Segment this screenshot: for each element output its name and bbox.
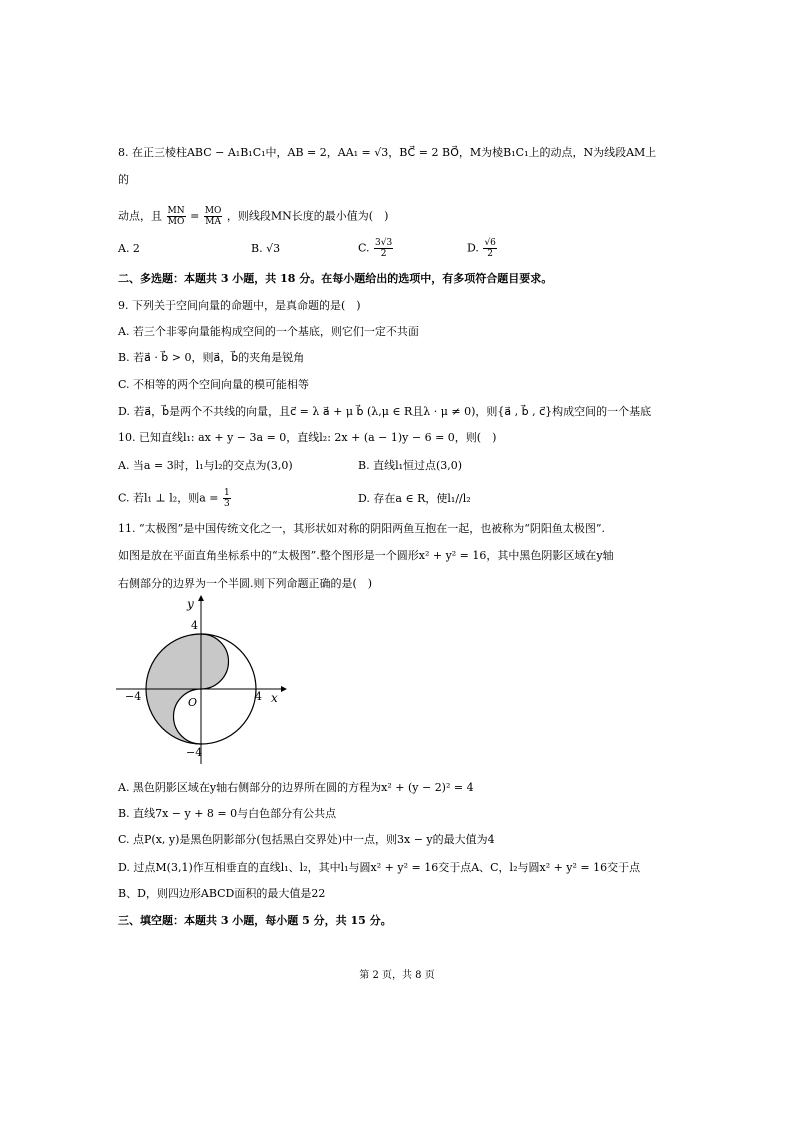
q8-option-d-label: D. <box>467 241 479 255</box>
q8-option-d-den: 2 <box>487 249 494 259</box>
q8-line2-prefix: 动点，且 <box>118 209 162 223</box>
tick-bottom: −4 <box>186 746 203 759</box>
q9-stem: 9. 下列关于空间向量的命题中，是真命题的是( ) <box>118 299 361 312</box>
q8-line1b: 的 <box>118 173 129 186</box>
page-footer: 第 2 页，共 8 页 <box>359 970 435 981</box>
q11-line2: 如图是放在平面直角坐标系中的“太极图”.整个图形是一个圆形x² + y² = 16，其中黑色阴影区域在y轴 <box>118 549 614 562</box>
q8-frac2-num: MO <box>204 206 222 216</box>
tick-top: 4 <box>191 619 198 632</box>
section3-title: 三、填空题：本题共 3 小题，每小题 5 分，共 15 分。 <box>118 914 392 927</box>
tick-left: −4 <box>125 690 142 703</box>
y-axis-label: y <box>187 597 194 611</box>
q8-fraction-mn-mo <box>167 206 186 227</box>
q10-option-c-num: 1 <box>223 488 230 498</box>
q10-option-c-fraction <box>223 488 231 509</box>
q8-line1: 8. 在正三棱柱ABC − A₁B₁C₁中，AB = 2，AA₁ = √3，BC⃗ = 2 BO⃗，M为棱B₁C₁上的动点，N为线段AM上 <box>118 146 657 159</box>
q11-option-b: B. 直线7x − y + 8 = 0与白色部分有公共点 <box>118 807 337 820</box>
tick-right: 4 <box>255 690 262 703</box>
q11-line1: 11. “太极图”是中国传统文化之一，其形状如对称的阴阳两鱼互抱在一起，也被称为“阴阳鱼太极图”. <box>118 522 605 535</box>
section2-title: 二、多选题：本题共 3 小题，共 18 分。在每小题给出的选项中，有多项符合题目要求。 <box>118 272 553 285</box>
q11-line3: 右侧部分的边界为一个半圆.则下列命题正确的是( ) <box>118 577 373 590</box>
q8-option-a: A. 2 <box>118 242 140 255</box>
q8-option-c-num: 3√3 <box>375 238 393 248</box>
q10-option-a: A. 当a = 3时，l₁与l₂的交点为(3,0) <box>118 459 293 472</box>
q8-frac1-num: MN <box>167 206 185 216</box>
q10-option-c <box>118 488 232 509</box>
taiji-figure <box>112 592 292 768</box>
q8-equals: = <box>190 209 200 223</box>
q9-option-b: B. 若a⃗ · b⃗ > 0，则a⃗，b⃗的夹角是锐角 <box>118 351 305 364</box>
q11-option-a: A. 黑色阴影区域在y轴右侧部分的边界所在圆的方程为x² + (y − 2)² = 4 <box>118 781 474 794</box>
q8-frac2-den: MA <box>205 217 221 227</box>
q8-option-c-label: C. <box>358 241 370 255</box>
q8-option-c-den: 2 <box>380 249 387 259</box>
q8-option-d-fraction <box>483 238 496 259</box>
q11-option-d-line1: D. 过点M(3,1)作互相垂直的直线l₁、l₂，其中l₁与圆x² + y² = 16交于点A、C，l₂与圆x² + y² = 16交于点 <box>118 861 641 874</box>
origin-label: O <box>188 696 198 709</box>
q9-option-d: D. 若a⃗，b⃗是两个不共线的向量，且c⃗ = λ a⃗ + μ b⃗ (λ,μ ∈ R且λ · μ ≠ 0)，则{a⃗ , b⃗ , c⃗}构成空间的一个基底 <box>118 405 652 418</box>
q8-line2-suffix: ，则线段MN长度的最小值为( ) <box>226 209 389 223</box>
q8-option-d <box>467 238 498 259</box>
q10-option-b: B. 直线l₁恒过点(3,0) <box>358 459 463 472</box>
q8-option-b: B. √3 <box>251 242 281 255</box>
q11-option-c: C. 点P(x, y)是黑色阴影部分(包括黑白交界处)中一点，则3x − y的最大值为4 <box>118 833 495 846</box>
q8-fraction-mo-ma <box>204 206 223 227</box>
x-axis-label: x <box>271 691 278 705</box>
q8-frac1-den: MO <box>167 217 185 227</box>
q10-stem: 10. 已知直线l₁: ax + y − 3a = 0，直线l₂: 2x + (a − 1)y − 6 = 0，则( ) <box>118 431 497 444</box>
q9-option-a: A. 若三个非零向量能构成空间的一个基底，则它们一定不共面 <box>118 325 419 338</box>
q10-option-d: D. 存在a ∈ R，使l₁//l₂ <box>358 492 471 505</box>
q8-option-c-fraction <box>374 238 393 259</box>
q10-option-c-text: C. 若l₁ ⊥ l₂，则a = <box>118 491 219 505</box>
q9-option-c: C. 不相等的两个空间向量的模可能相等 <box>118 378 310 391</box>
q10-option-c-den: 3 <box>223 499 230 509</box>
q8-line2 <box>118 206 388 227</box>
q8-option-c <box>358 238 394 259</box>
q11-option-d-line2: B、D，则四边形ABCD面积的最大值是22 <box>118 887 326 900</box>
q8-option-d-num: √6 <box>484 238 496 248</box>
